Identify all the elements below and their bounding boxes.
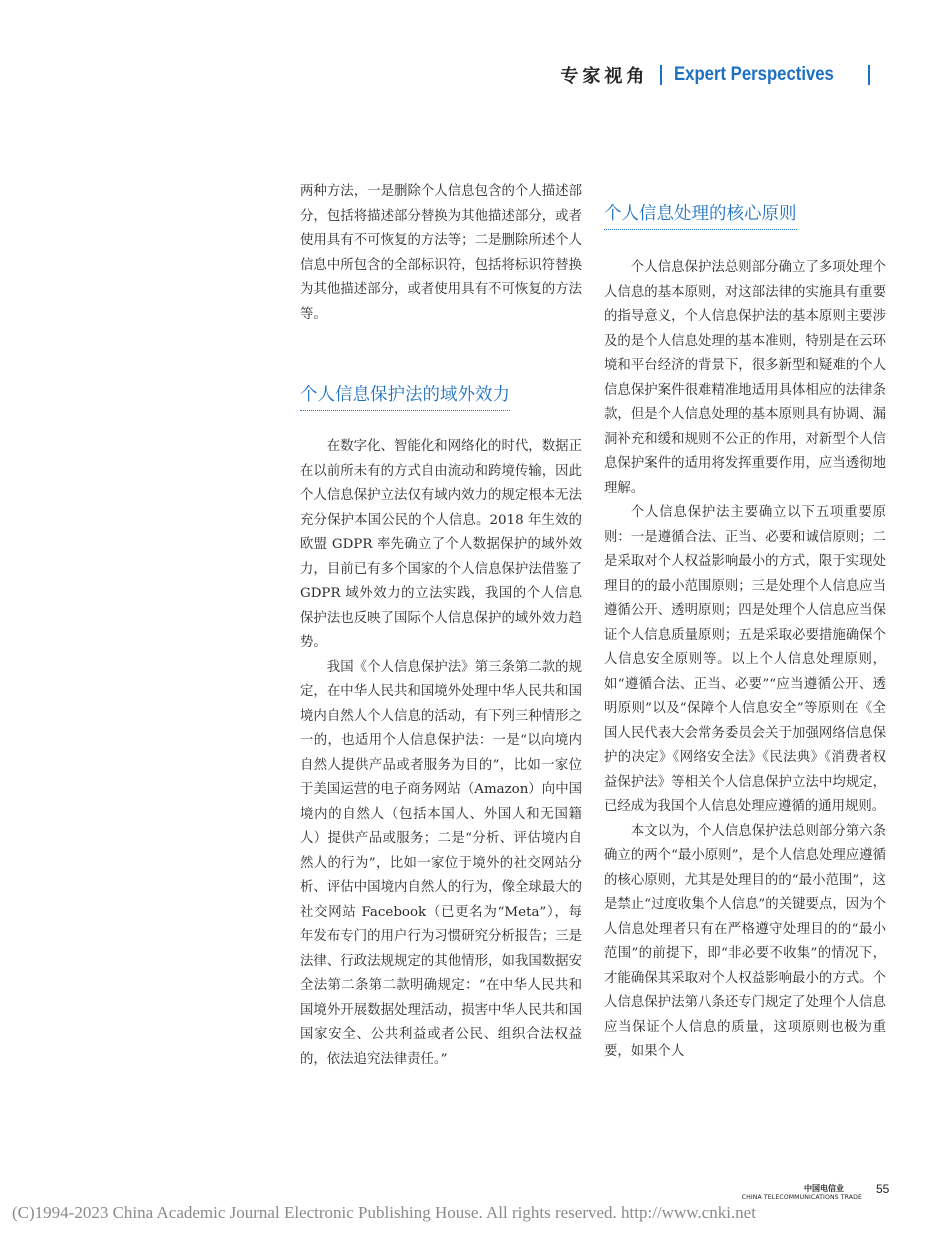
body-paragraph: 我国《个人信息保护法》第三条第二款的规定，在中华人民共和国境外处理中华人民共和国境内自然人个人信息的活动，有下列三种情形之一的，也适用个人信息保护法：一是“以向境内自然人提供产品或者服务为目的”，比如一家位于美国运营的电子商务网站（Amazon）向中国境内的自然人（包括本国人、外国人和无国籍人）提供产品或服务；二是“分析、评估境内自然人的行为”，比如一家位于境外的社交网站分析、评估中国境内自然人的行为，像全球最大的社交网站 Facebook（已更名为“Meta”），每年发布专门的用户行为习惯研究分析报告；三是法律、行政法规规定的其他情形，如我国数据安全法第二条第二款明确规定：“在中华人民共和国境外开展数据处理活动，损害中华人民共和国国家安全、公共利益或者公民、组织合法权益的，依法追究法律责任。” <box>300 659 582 1067</box>
section-heading-extraterritorial: 个人信息保护法的域外效力 <box>300 381 510 411</box>
left-column <box>300 180 582 1072</box>
right-column <box>604 200 886 1065</box>
intro-paragraph: 两种方法，一是删除个人信息包含的个人描述部分，包括将描述部分替换为其他描述部分，或者使用具有不可恢复的方法等；二是删除所述个人信息中所包含的全部标识符，包括将标识符替换为其他描述部分，或者使用具有不可恢复的方法等。 <box>300 184 582 322</box>
body-paragraph: 个人信息保护法总则部分确立了多项处理个人信息的基本原则，对这部法律的实施具有重要的指导意义，个人信息保护法的基本原则主要涉及的是个人信息处理的基本准则，特别是在云环境和平台经济的背景下，很多新型和疑难的个人信息保护案件很难精准地适用具体相应的法律条款，但是个人信息处理的基本原则具有协调、漏洞补充和缓和规则不公正的作用，对新型个人信息保护案件的适用将发挥重要作用，应当透彻地理解。 <box>604 260 886 496</box>
journal-name-cn: 中国电信业 <box>804 1184 844 1193</box>
journal-name-en: CHINA TELECOMMUNICATIONS TRADE <box>741 1194 862 1201</box>
journal-logo <box>738 1183 862 1201</box>
section-heading-core-principles: 个人信息处理的核心原则 <box>604 200 797 230</box>
header-divider-end <box>868 65 870 85</box>
header-divider <box>660 65 662 85</box>
body-paragraph: 在数字化、智能化和网络化的时代，数据正在以前所未有的方式自由流动和跨境传输，因此个人信息保护立法仅有域内效力的规定根本无法充分保护本国公民的个人信息。2018 年生效的欧盟 GDPR 率先确立了个人数据保护的域外效力，目前已有多个国家的个人信息保护法借鉴了 GDPR 域外效力的立法实践，我国的个人信息保护法也反映了国际个人信息保护的域外效力趋势。 <box>300 439 582 650</box>
body-paragraph: 个人信息保护法主要确立以下五项重要原则：一是遵循合法、正当、必要和诚信原则；二是采取对个人权益影响最小的方式，限于实现处理目的的最小范围原则；三是处理个人信息应当遵循公开、透明原则；四是处理个人信息应当保证个人信息质量原则；五是采取必要措施确保个人信息安全原则等。以上个人信息处理原则，如“遵循合法、正当、必要”“应当遵循公开、透明原则”以及“保障个人信息安全”等原则在《全国人民代表大会常务委员会关于加强网络信息保护的决定》《网络安全法》《民法典》《消费者权益保护法》等相关个人信息保护立法中均规定，已经成为我国个人信息处理应遵循的通用规则。 <box>604 505 886 814</box>
section-title-en: Expert Perspectives <box>674 64 835 85</box>
section-title-cn: 专家视角 <box>560 66 649 87</box>
body-paragraph: 本文以为，个人信息保护法总则部分第六条确立的两个“最小原则”，是个人信息处理应遵循的核心原则，尤其是处理目的的“最小范围”，这是禁止“过度收集个人信息”的关键要点，因为个人信息处理者只有在严格遵守处理目的的“最小范围”的前提下，即“非必要不收集”的情况下，才能确保其采取对个人权益影响最小的方式。个人信息保护法第八条还专门规定了处理个人信息应当保证个人信息的质量，这项原则也极为重要，如果个人 <box>604 823 886 1059</box>
page-header <box>560 62 882 88</box>
copyright-notice: (C)1994-2023 China Academic Journal Electronic Publishing House. All rights reserved. http://www.cnki.net <box>12 1203 756 1222</box>
page-number: 55 <box>876 1182 890 1196</box>
